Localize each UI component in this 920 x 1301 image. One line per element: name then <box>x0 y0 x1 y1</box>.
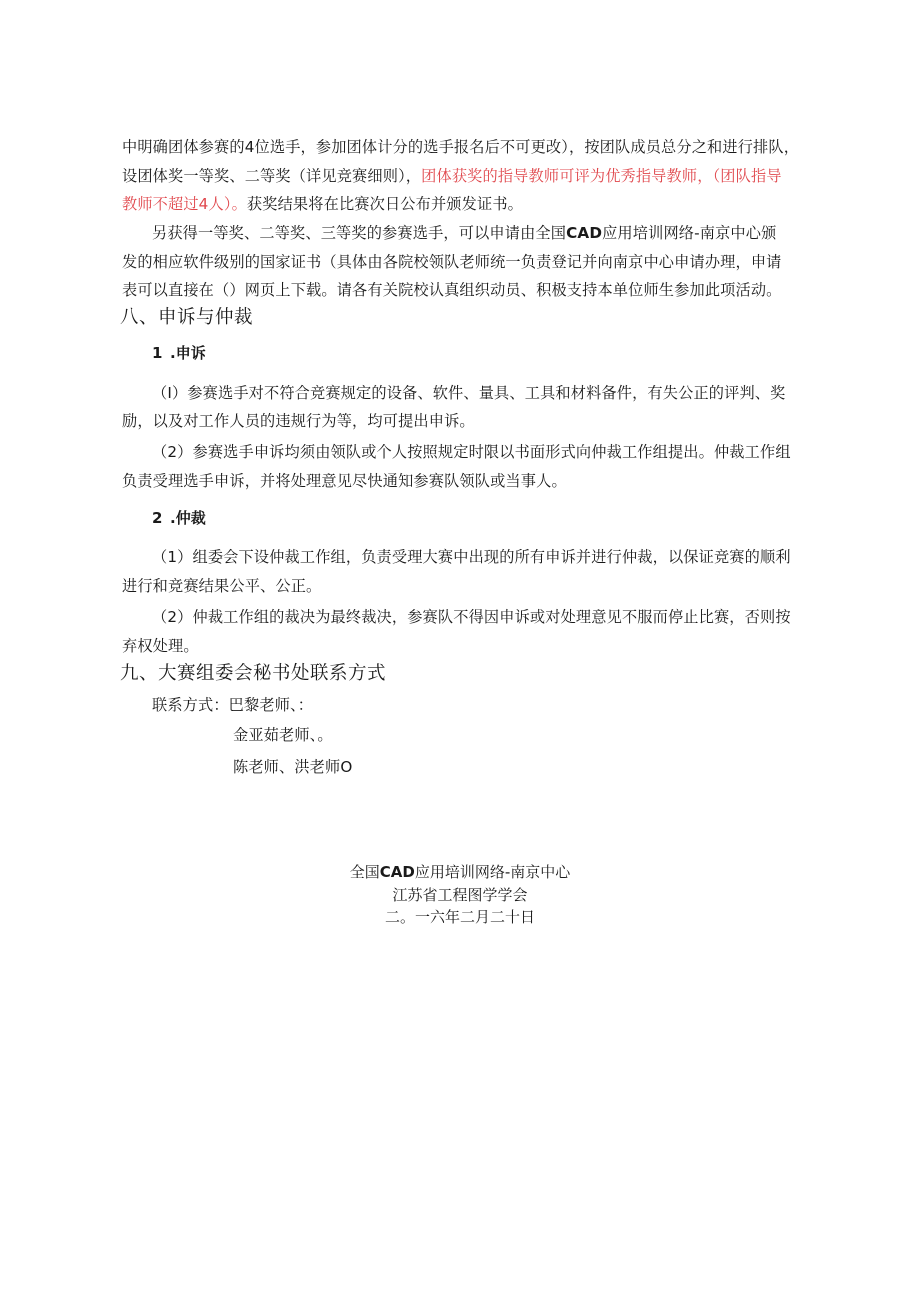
appeal-number: 1 <box>152 344 163 362</box>
appeal-p2-line-2: 负责受理选手申诉，并将处理意见尽快通知参赛队领队或当事人。 <box>122 472 567 490</box>
highlighted-text: 教师不超过4人）。 <box>122 195 247 213</box>
arbitration-title: .仲裁 <box>170 509 206 527</box>
award-line-6: 表可以直接在（）网页上下载。请各有关院校认真组织动员、积极支持本单位师生参加此项活动。 <box>122 281 782 299</box>
appeal-p1-line-1: （I）参赛选手对不符合竞赛规定的设备、软件、量具、工具和材料备件，有失公正的评判、奖 <box>152 384 786 402</box>
section-8-heading: 八、申诉与仲裁 <box>120 307 254 328</box>
contact-line-2: 金亚茹老师、。 <box>233 726 333 744</box>
award-line-4: 另获得一等奖、二等奖、三等奖的参赛选手，可以申请由全国CAD应用培训网络-南京中心颁 <box>152 224 777 242</box>
arbitration-p2-line-1: （2）仲裁工作组的裁决为最终裁决，参赛队不得因申诉或对处理意见不服而停止比赛，否则按 <box>152 608 791 626</box>
award-line-1: 中明确团体参赛的4位选手，参加团体计分的选手报名后不可更改），按团队成员总分之和进行排队， <box>122 138 800 156</box>
award-line-5: 发的相应软件级别的国家证书（具体由各院校领队老师统一负责登记并向南京中心申请办理，申请 <box>122 253 782 271</box>
signature-org-2: 江苏省工程图学学会 <box>392 886 528 904</box>
contact-line-3: 陈老师、洪老师O <box>233 758 353 776</box>
arbitration-subheading <box>152 508 206 528</box>
signature-date: 二。一六年二月二十日 <box>384 908 535 926</box>
appeal-p1-line-2: 励，以及对工作人员的违规行为等，均可提出申诉。 <box>122 412 475 430</box>
cad-label: CAD <box>379 863 415 881</box>
award-text: 获奖结果将在比赛次日公布并颁发证书。 <box>246 195 523 213</box>
appeal-p2-line-1: （2）参赛选手申诉均须由领队或个人按照规定时限以书面形式向仲裁工作组提出。仲裁工作组 <box>152 443 791 461</box>
contact-line-1: 联系方式：巴黎老师、： <box>152 696 314 714</box>
award-line-2 <box>122 166 782 186</box>
appeal-title: .申诉 <box>170 344 206 362</box>
award-line-3 <box>122 194 523 214</box>
award-text: 设团体奖一等奖、二等奖（详见竞赛细则）， <box>122 167 422 185</box>
highlighted-text: 团体获奖的指导教师可评为优秀指导教师，（团队指导 <box>421 167 782 185</box>
signature-org-1: 全国CAD应用培训网络-南京中心 <box>349 863 571 881</box>
appeal-subheading <box>152 343 206 363</box>
cad-label: CAD <box>566 224 603 242</box>
arbitration-p2-line-2: 弃权处理。 <box>122 637 199 655</box>
arbitration-p1-line-1: （1）组委会下设仲裁工作组，负责受理大赛中出现的所有申诉并进行仲裁，以保证竞赛的顺利 <box>152 548 791 566</box>
section-9-heading: 九、大赛组委会秘书处联系方式 <box>120 663 387 684</box>
arbitration-number: 2 <box>152 509 163 527</box>
arbitration-p1-line-2: 进行和竞赛结果公平、公正。 <box>122 577 322 595</box>
